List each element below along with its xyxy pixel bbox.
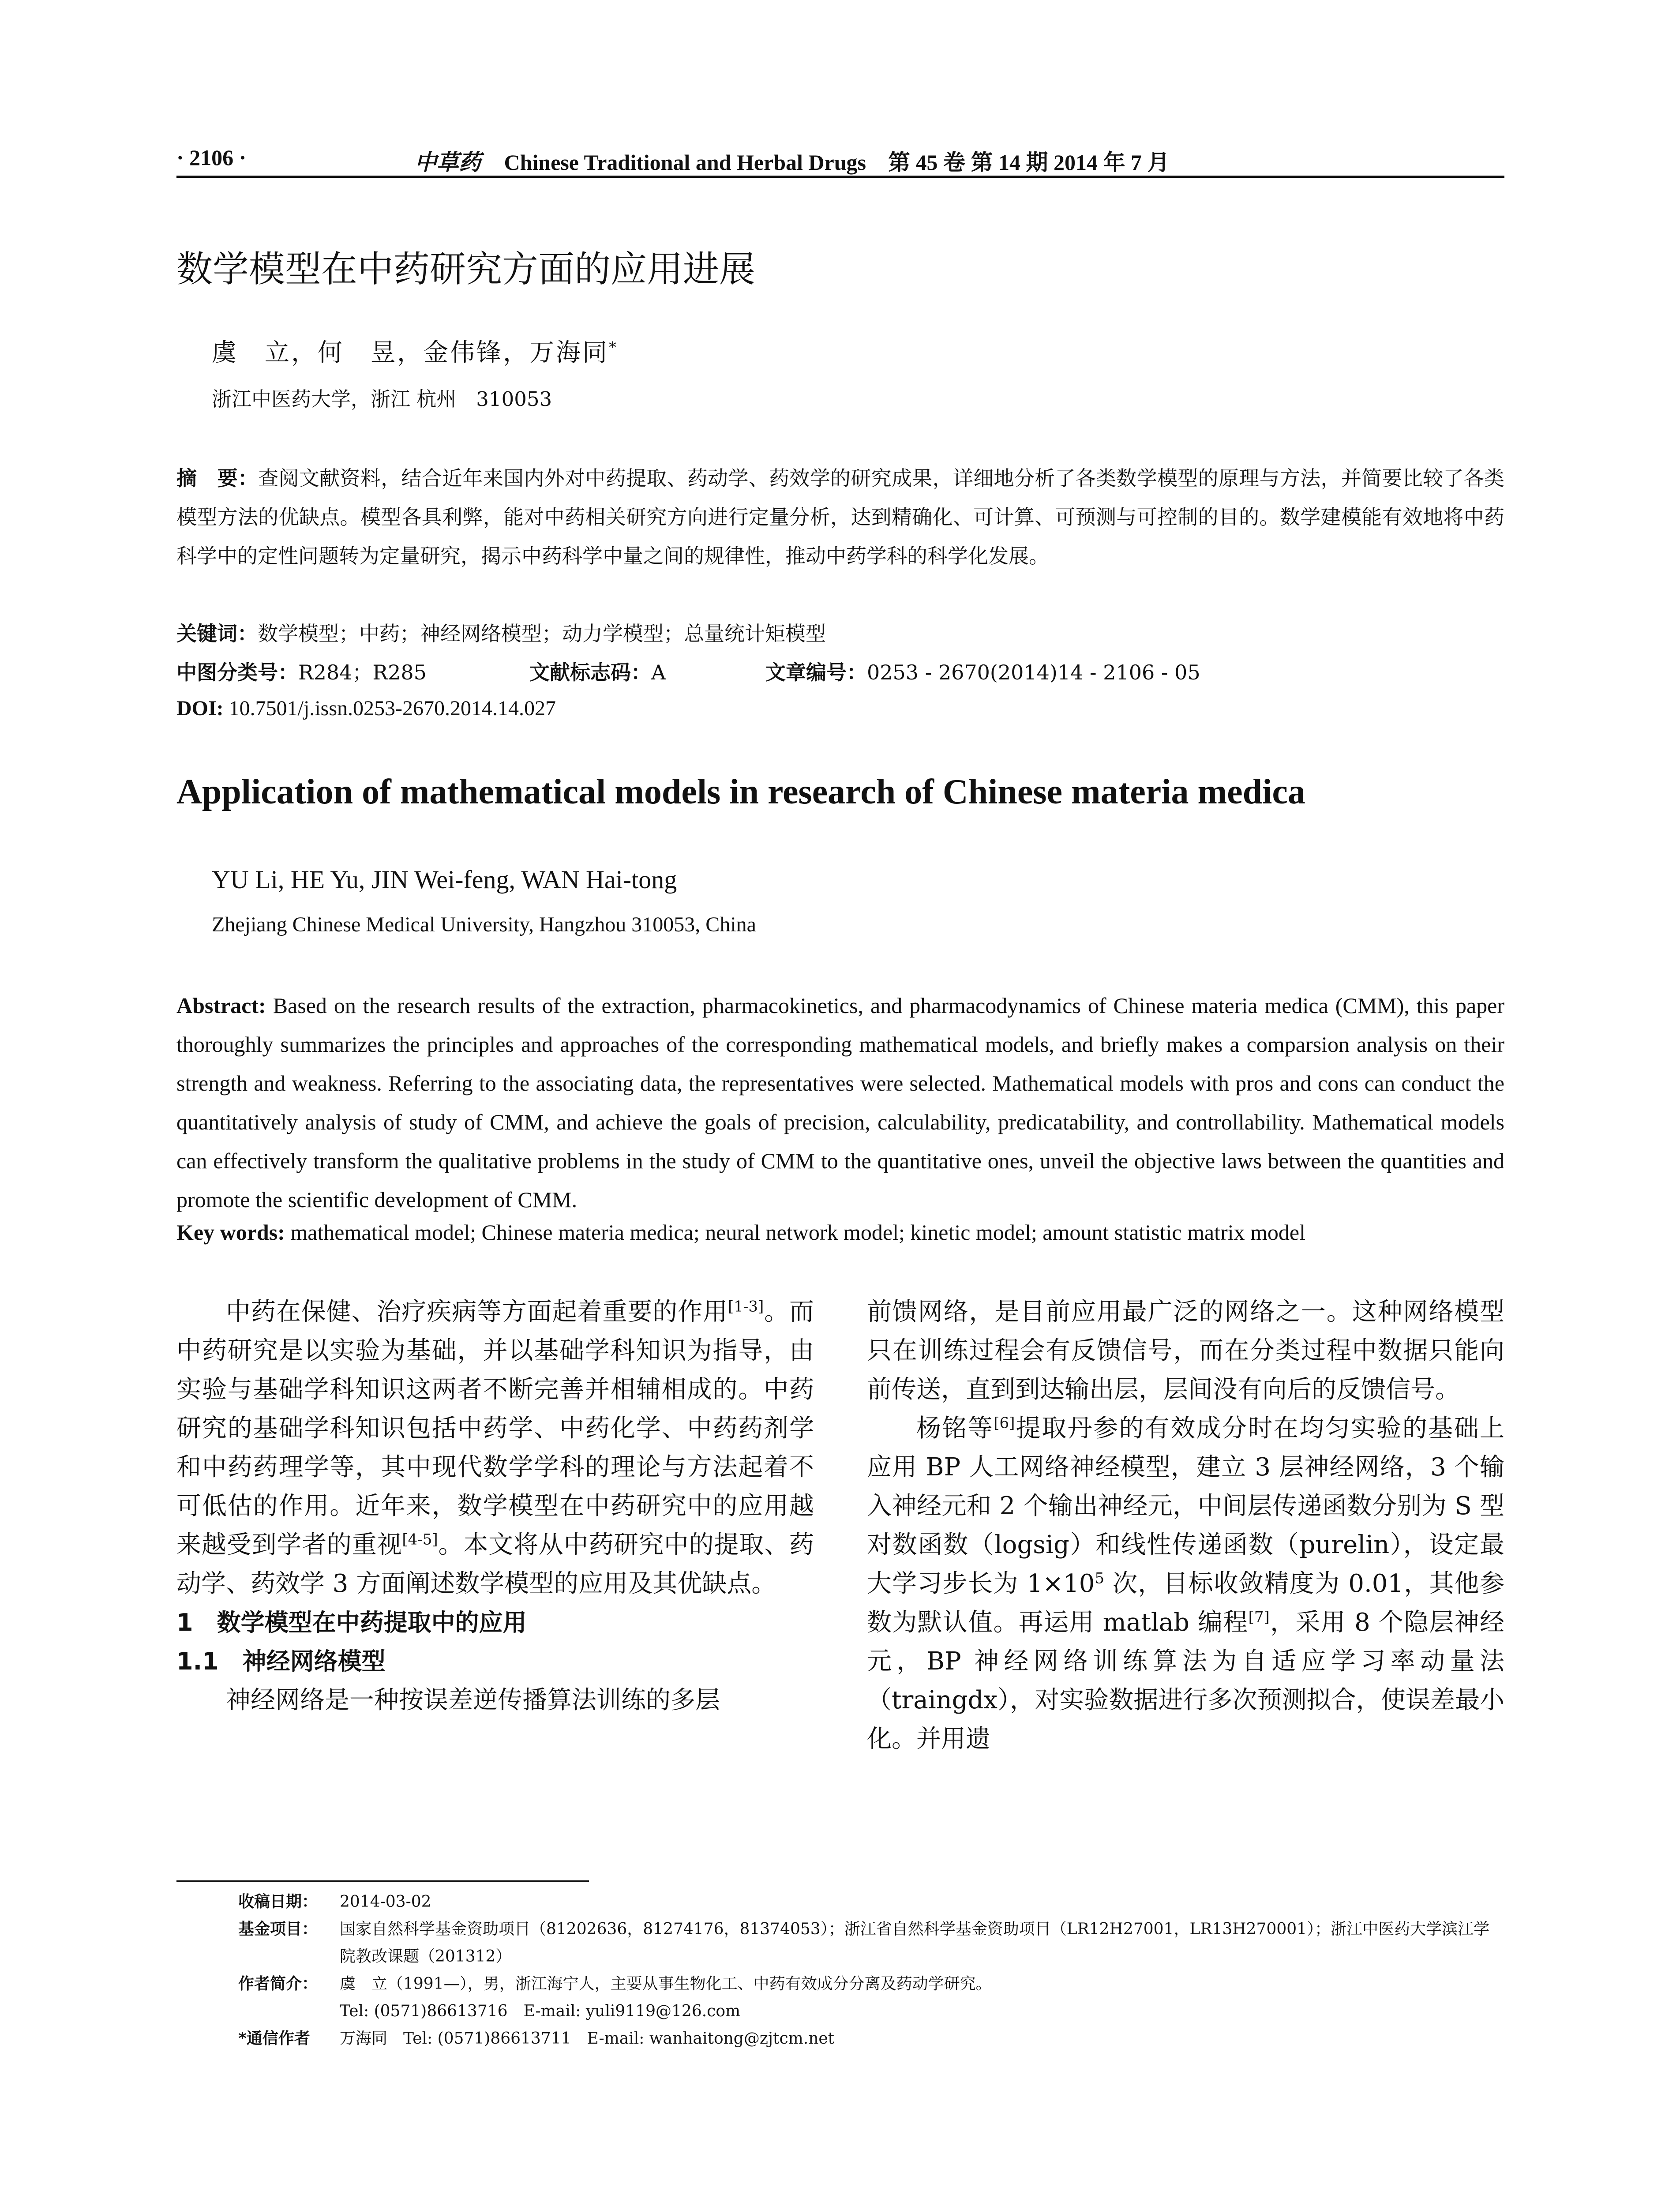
exponent-5: 5 <box>1095 1569 1104 1587</box>
section-heading-1: 1 数学模型在中药提取中的应用 <box>176 1609 527 1636</box>
corresponding-contact: 万海同 Tel: (0571)86613711 E-mail: wanhaitong@zjtcm.net <box>340 2030 835 2048</box>
footnote-author <box>238 1970 1504 1998</box>
nn-paragraph-start: 神经网络是一种按误差逆传播算法训练的多层 <box>226 1686 720 1715</box>
article-number-value: 0253 - 2670(2014)14 - 2106 - 05 <box>867 660 1200 684</box>
yang-text-1: 杨铭等 <box>916 1414 994 1443</box>
clc-number <box>176 657 427 686</box>
abstract-label-cn: 摘 要： <box>176 466 259 490</box>
keywords-text-en: mathematical model; Chinese materia medica; neural network model; kinetic model; amount statistic matrix model <box>290 1220 1306 1245</box>
intro-text-1: 中药在保健、治疗疾病等方面起着重要的作用 <box>226 1298 728 1326</box>
section-heading-1-1: 1.1 神经网络模型 <box>176 1647 386 1675</box>
author-bio-text: 虞 立（1991—），男，浙江海宁人，主要从事生物化工、中药有效成分分离及药动学研究。 <box>340 1975 992 1993</box>
author-contact: Tel: (0571)86613716 E-mail: yuli9119@126.com <box>340 2002 741 2020</box>
citation-7[interactable]: [7] <box>1248 1608 1270 1626</box>
corresponding-mark: * <box>609 338 618 356</box>
keywords-english <box>176 1219 1305 1245</box>
abstract-english <box>176 986 1504 1219</box>
article-number-label: 文章编号： <box>765 660 867 684</box>
citation-1-3[interactable]: [1-3] <box>728 1298 764 1316</box>
authors-english: YU Li, HE Yu, JIN Wei-feng, WAN Hai-tong <box>212 865 677 894</box>
doi-label: DOI: <box>176 697 224 720</box>
abstract-text-cn: 查阅文献资料，结合近年来国内外对中药提取、药动学、药效学的研究成果，详细地分析了各类数学模型的原理与方法，并简要比较了各类模型方法的优缺点。模型各具利弊，能对中药相关研究方向进行定量分析，达到精确化、可计算、可预测与可控制的目的。数学建模能有效地将中药科学中的定性问题转为定量研究，揭示中药科学中量之间的规律性，推动中药学科的科学化发展。 <box>176 466 1504 568</box>
received-date: 2014-03-02 <box>340 1893 431 1911</box>
fund-label: 基金项目： <box>238 1920 318 1938</box>
footnote-rule <box>176 1880 589 1882</box>
received-label: 收稿日期： <box>238 1893 318 1911</box>
authors-chinese <box>212 333 618 368</box>
intro-text-2: 。而中药研究是以实验为基础，并以基础学科知识为指导，由实验与基础学科知识这两者不断完善并相辅相成的。中药研究的基础学科知识包括中药学、中药化学、中药药剂学和中药药理学等，其中现代数学学科的理论与方法起着不可低估的作用。近年来，数学模型在中药研究中的应用越来越受到学者的重视 <box>176 1298 814 1559</box>
title-english: Application of mathematical models in research of Chinese materia medica <box>176 773 1305 811</box>
doi <box>176 696 556 720</box>
journal-name-en: Chinese Traditional and Herbal Drugs <box>504 150 866 175</box>
yang-text-3: 次，目标收敛精度为 0.01，其他参数为默认值。再运用 matlab 编程 <box>867 1569 1505 1637</box>
footnote-corresponding <box>238 2025 1504 2052</box>
clc-value: R284；R285 <box>298 660 427 684</box>
citation-6[interactable]: [6] <box>994 1414 1015 1432</box>
keywords-text-cn: 数学模型；中药；神经网络模型；动力学模型；总量统计矩模型 <box>258 622 826 645</box>
running-header <box>176 140 1504 178</box>
author-bio-label: 作者简介： <box>238 1975 318 1993</box>
intro-text-3: 。本文将从中药研究中的提取、药动学、药效学 3 方面阐述数学模型的应用及其优缺点。 <box>176 1531 814 1598</box>
fund-text: 国家自然科学基金资助项目（81202636，81274176，81374053）；浙江省自然科学基金资助项目（LR12H27001，LR13H270001）；浙江中医药大学滨江学院教改课题（201312） <box>340 1920 1490 1966</box>
doc-code-label: 文献标志码： <box>529 660 651 684</box>
title-chinese: 数学模型在中药研究方面的应用进展 <box>176 248 756 290</box>
abstract-chinese <box>176 459 1504 575</box>
keywords-label-en: Key words: <box>176 1220 285 1245</box>
keywords-chinese <box>176 618 826 647</box>
author-list-cn: 虞 立，何 昱，金伟锋，万海同 <box>212 338 609 367</box>
footnote-author-contact <box>238 1998 1504 2025</box>
corresponding-label: *通信作者 <box>238 2030 310 2048</box>
clc-label: 中图分类号： <box>176 660 298 684</box>
classification-row <box>176 657 1504 692</box>
doc-code-value: A <box>651 660 666 684</box>
body-column-left <box>176 1293 814 1720</box>
footnotes <box>238 1888 1504 2052</box>
document-code <box>529 657 666 686</box>
nn-paragraph-continued: 前馈网络，是目前应用最广泛的网络之一。这种网络模型只在训练过程会有反馈信号，而在分类过程中数据只能向前传送，直到到达输出层，层间没有向后的反馈信号。 <box>867 1298 1504 1404</box>
article-number <box>765 657 1200 686</box>
abstract-label-en: Abstract: <box>176 993 266 1018</box>
journal-name-cn: 中草药 <box>415 149 481 175</box>
journal-line <box>415 145 1169 176</box>
doi-link[interactable]: 10.7501/j.issn.0253-2670.2014.14.027 <box>229 697 556 720</box>
keywords-label-cn: 关键词： <box>176 622 258 645</box>
yang-text-2: 提取丹参的有效成分时在均匀实验的基础上应用 BP 人工网络神经模型，建立 3 层神经网络，3 个输入神经元和 2 个输出神经元，中间层传递函数分别为 S 型对数函数（logsig）和线性传递函数（purelin），设定最大学习步长为 1×10 <box>867 1414 1505 1598</box>
intro-paragraph <box>176 1293 814 1603</box>
footnote-fund <box>238 1916 1504 1970</box>
body-column-right <box>867 1293 1504 1759</box>
issue-info: 第 45 卷 第 14 期 2014 年 7 月 <box>888 150 1170 175</box>
affiliation-chinese: 浙江中医药大学，浙江 杭州 310053 <box>212 387 552 411</box>
page-number: · 2106 · <box>176 145 247 170</box>
abstract-text-en: Based on the research results of the extraction, pharmacokinetics, and pharmacodynamics of Chinese materia medica (CMM), this paper thoroughly summarizes the principles and approaches of the corresponding mathematical models, and briefly makes a comparsion analysis on their strength and weakness. Referring to the associating data, the representatives were selected. Mathematical models with pros and cons can conduct the quantitatively analysis of study of CMM, and achieve the goals of precision, calculability, predicatability, and controllability. Mathematical models can effectively transform the qualitative problems in the study of CMM to the quantitative ones, unveil the objective laws between the quantities and promote the scientific development of CMM. <box>176 993 1504 1212</box>
citation-4-5[interactable]: [4-5] <box>402 1531 438 1549</box>
footnote-received <box>238 1888 1504 1916</box>
yang-paragraph <box>867 1409 1504 1759</box>
affiliation-english: Zhejiang Chinese Medical University, Hangzhou 310053, China <box>212 913 756 936</box>
yang-text-4: ，采用 8 个隐层神经元，BP 神经网络训练算法为自适应学习率动量法（traingdx），对实验数据进行多次预测拟合，使误差最小化。并用遗 <box>867 1608 1504 1753</box>
